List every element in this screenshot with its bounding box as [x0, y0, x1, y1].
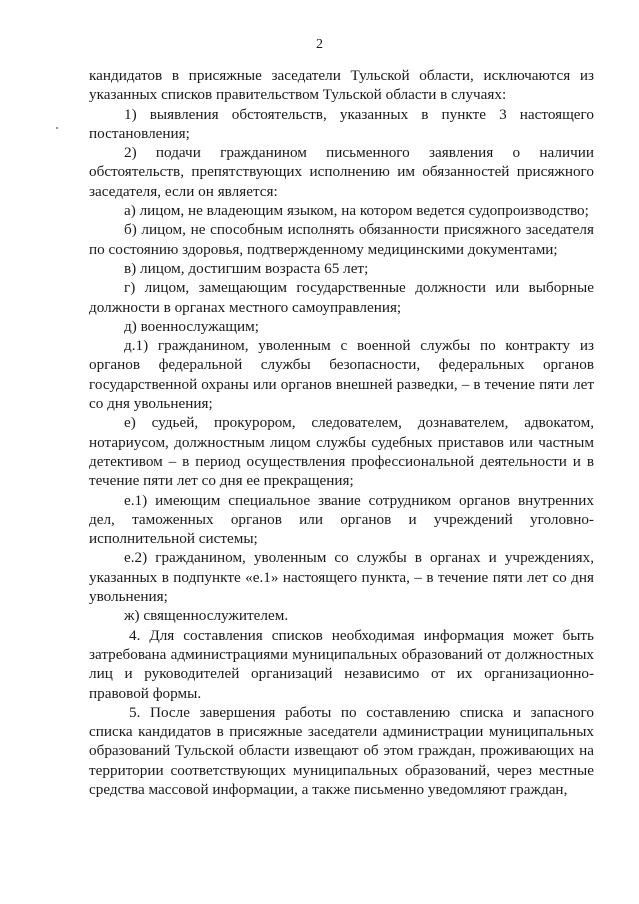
paragraph-section-5: 5. После завершения работы по составлению списка и запасного списка кандидатов в присяжные заседатели администрации муниципальных образований Тульской области извещают об этом граждан, проживающих на территории соответствующих муниципальных образований, через местные средства массовой информации, а также письменно уведомляют граждан, [89, 703, 594, 798]
subitem-d1: д.1) гражданином, уволенным с военной службы по контракту из органов федеральной службы безопасности, федеральных органов государственной охраны или органов внешней разведки, – в течение пяти лет со дня увольнения; [89, 337, 594, 413]
paragraph-item-2: 2) подачи гражданином письменного заявления о наличии обстоятельств, препятствующих исполнению им обязанностей присяжного заседателя, если он является: [89, 144, 594, 200]
paragraph-continuation: кандидатов в присяжные заседатели Тульской области, исключаются из указанных списков правительством Тульской области в случаях: [89, 67, 594, 104]
paragraph-section-4: 4. Для составления списков необходимая информация может быть затребована администрациями муниципальных образований от должностных лиц и руководителей организаций независимо от их организационно-правовой формы. [89, 626, 594, 702]
subitem-a: а) лицом, не владеющим языком, на котором ведется судопроизводство; [124, 202, 589, 220]
document-body [89, 66, 594, 799]
subitem-e: е) судьей, прокурором, следователем, дознавателем, адвокатом, нотариусом, должностным лицом службы судебных приставов или частным детективом – в период осуществления профессиональной деятельности и в течение пяти лет со дня ее прекращения; [89, 414, 594, 490]
subitem-d: д) военнослужащим; [124, 317, 259, 335]
paragraph-item-1: 1) выявления обстоятельств, указанных в пункте 3 настоящего постановления; [89, 105, 594, 142]
subitem-g: г) лицом, замещающим государственные должности или выборные должности в органах местного самоуправления; [89, 279, 594, 316]
scan-mark [56, 127, 58, 129]
subitem-b: б) лицом, не способным исполнять обязанности присяжного заседателя по состоянию здоровья, подтвержденному медицинскими документами; [89, 221, 594, 258]
subitem-e1: е.1) имеющим специальное звание сотрудником органов внутренних дел, таможенных органов или органов и учреждений уголовно-исполнительной системы; [89, 491, 594, 548]
page-number: 2 [316, 37, 323, 52]
subitem-e2: е.2) гражданином, уволенным со службы в органах и учреждениях, указанных в подпункте «е.1» настоящего пункта, – в течение пяти лет со дня увольнения; [89, 549, 594, 606]
subitem-zh: ж) священнослужителем. [124, 607, 289, 625]
subitem-v: в) лицом, достигшим возраста 65 лет; [124, 259, 369, 277]
